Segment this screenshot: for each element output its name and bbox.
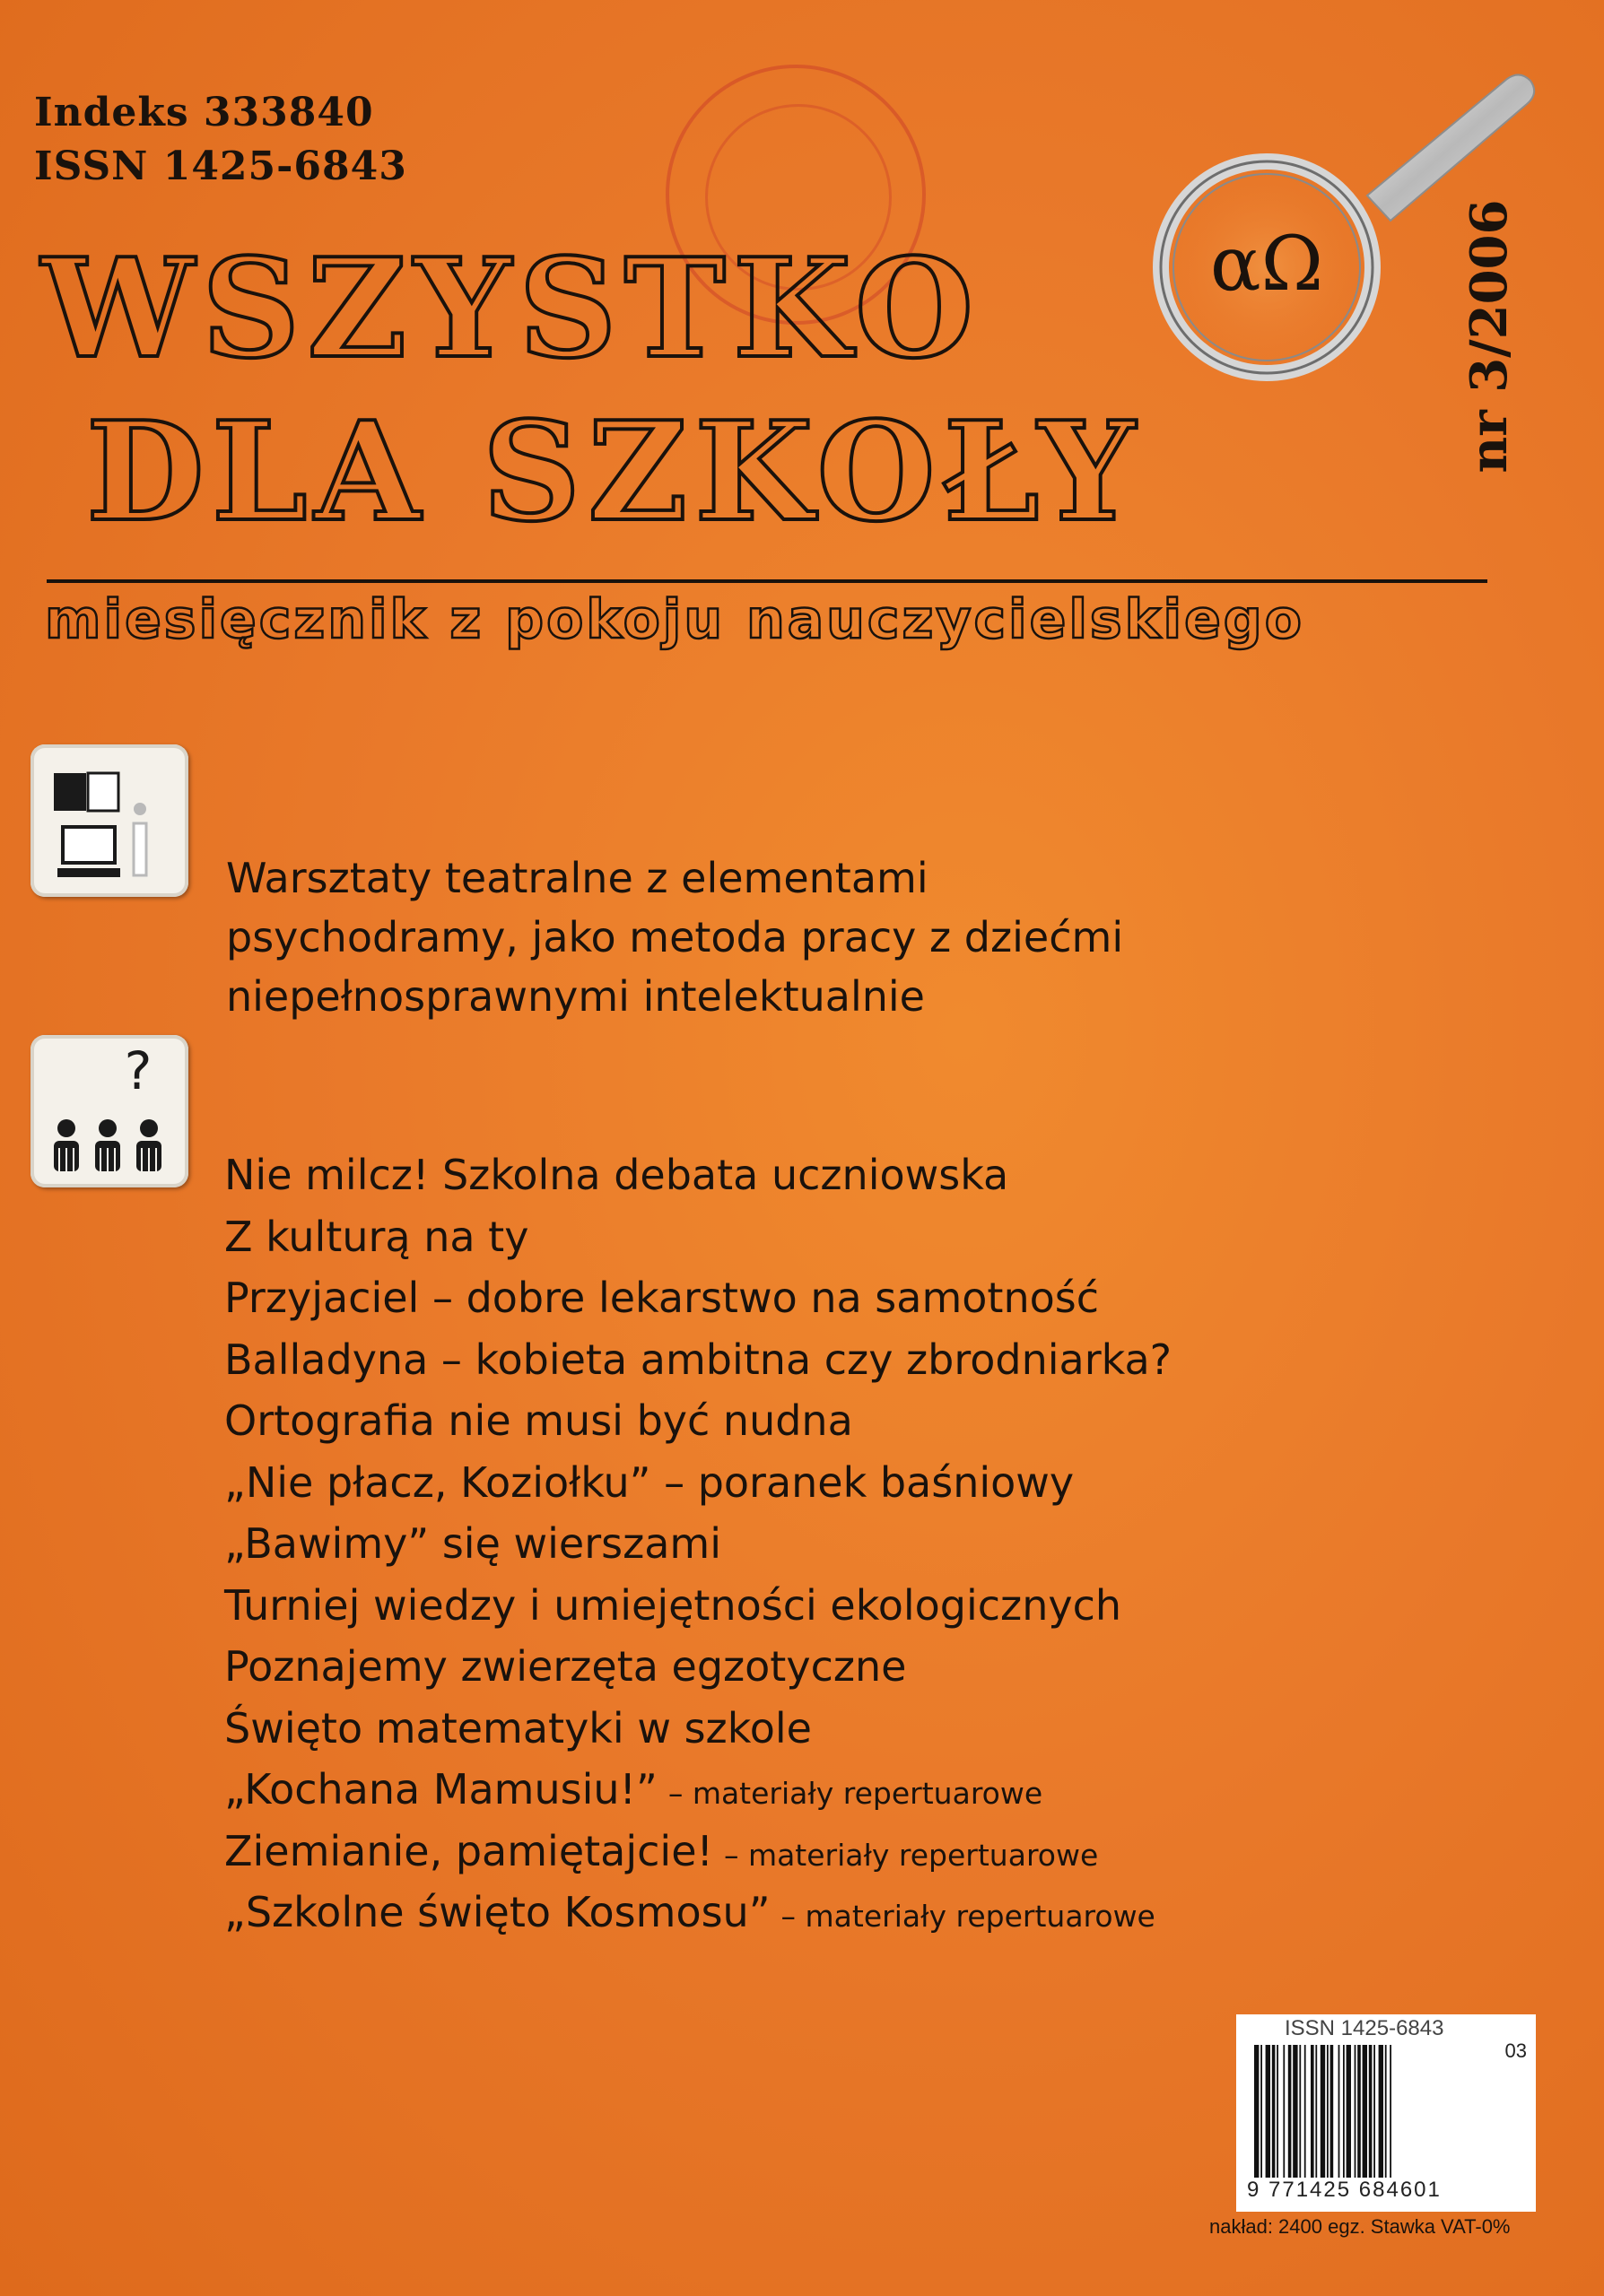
toc-item (224, 1698, 1172, 1760)
issue-label: nr 3/2006 (1460, 199, 1519, 474)
index-number: Indeks 333840 (34, 90, 374, 135)
logo-letters: αΩ (1209, 220, 1324, 308)
toc-item (224, 1759, 1172, 1821)
feature-line-1: Warsztaty teatralne z elementami (226, 854, 928, 902)
toc-title: Poznajemy zwierzęta egzotyczne (224, 1642, 907, 1691)
title-divider (47, 579, 1487, 583)
table-of-contents (224, 1144, 1172, 1944)
toc-item (224, 1206, 1172, 1268)
toc-title: Nie milcz! Szkolna debata uczniowska (224, 1151, 1009, 1199)
toc-title: Święto matematyki w szkole (224, 1703, 812, 1752)
toc-item (224, 1390, 1172, 1452)
issue-number (1435, 188, 1543, 484)
feature-line-2: psychodramy, jako metoda pracy z dziećmi (226, 913, 1124, 961)
toc-item (224, 1821, 1172, 1883)
barcode-bars (1252, 2045, 1477, 2178)
toc-item (224, 1329, 1172, 1391)
toc-item (224, 1513, 1172, 1575)
toc-title: Przyjaciel – dobre lekarstwo na samotność (224, 1274, 1100, 1322)
feature-article (226, 848, 1123, 1026)
toc-title: Z kulturą na ty (224, 1212, 529, 1261)
toc-title: Turniej wiedzy i umiejętności ekologicznych (224, 1580, 1122, 1630)
toc-item (224, 1144, 1172, 1206)
title-line-2: DLA SZKOŁY (86, 391, 1143, 552)
toc-title: Ziemianie, pamiętajcie! (224, 1826, 713, 1875)
toc-item (224, 1452, 1172, 1514)
question-audience-icon (31, 1035, 188, 1187)
toc-note: – materiały repertuarowe (667, 1776, 1043, 1811)
toc-note: – materiały repertuarowe (723, 1837, 1099, 1873)
barcode (1236, 2014, 1536, 2212)
title-line-1: WSZYSTKO (41, 228, 981, 388)
toc-item (224, 1267, 1172, 1329)
index-block (34, 86, 407, 194)
toc-title: „Szkolne święto Kosmosu” (224, 1888, 771, 1936)
toc-title: Ortografia nie musi być nudna (224, 1396, 853, 1445)
toc-title: „Bawimy” się wierszami (224, 1519, 721, 1568)
toc-title: Balladyna – kobieta ambitna czy zbrodniarka? (224, 1335, 1172, 1384)
toc-item (224, 1882, 1172, 1944)
toc-item (224, 1636, 1172, 1698)
book-computer-info-icon (31, 744, 188, 897)
print-run-info: nakład: 2400 egz. Stawka VAT-0% (1209, 2215, 1511, 2238)
svg-text:?: ? (124, 1040, 153, 1101)
toc-note: – materiały repertuarowe (780, 1899, 1155, 1934)
barcode-number: 9 771425 684601 (1247, 2178, 1442, 2202)
barcode-issn: ISSN 1425-6843 (1285, 2016, 1444, 2040)
barcode-addon: 03 (1504, 2039, 1527, 2062)
issn-number: ISSN 1425-6843 (34, 144, 407, 189)
feature-line-3: niepełnosprawnymi intelektualnie (226, 972, 925, 1021)
subtitle: miesięcznik z pokoju nauczycielskiego (45, 588, 1304, 651)
toc-title: „Kochana Mamusiu!” (224, 1765, 658, 1813)
toc-item (224, 1575, 1172, 1637)
toc-title: „Nie płacz, Koziołku” – poranek baśniowy (224, 1457, 1075, 1507)
